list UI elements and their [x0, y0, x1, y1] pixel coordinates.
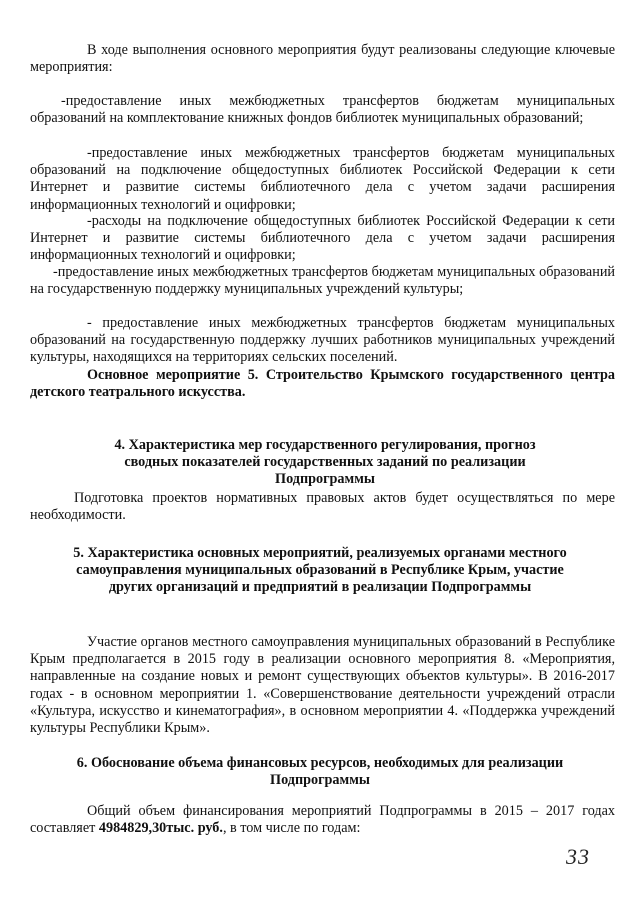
section-6-text-before: Общий объем финансирования мероприятий Подпрограммы в 2015 – 2017 годах составляет	[30, 803, 615, 837]
list-item: - предоставление иных межбюджетных трансфертов бюджетам муниципальных образований на государственную поддержку лучших работников муниципальных учреждений культуры, находящихся на территориях сельских поселений.	[30, 315, 615, 366]
section-5-heading: 5. Характеристика основных мероприятий, реализуемых органами местного самоуправления муниципальных образований в Республике Крым, участие других организаций и предприятий в реализации Подпрограммы	[73, 545, 567, 596]
section-6-text-after: , в том числе по годам:	[222, 820, 361, 837]
list-item: -расходы на подключение общедоступных библиотек Российской Федерации к сети Интернет и развитие системы библиотечного дела с учетом задачи расширения информационных технологий и оцифровки;	[30, 213, 615, 264]
section-6-heading: 6. Обоснование объема финансовых ресурсов, необходимых для реализации Подпрограммы	[76, 755, 564, 789]
section-4-heading: 4. Характеристика мер государственного регулирования, прогноз сводных показателей государственных заданий по реализации Подпрограммы	[114, 437, 536, 488]
list-item: -предоставление иных межбюджетных трансфертов бюджетам муниципальных образований на государственную поддержку муниципальных учреждений культуры;	[30, 264, 615, 298]
section-4-text: Подготовка проектов нормативных правовых актов будет осуществляться по мере необходимости.	[30, 490, 615, 524]
section-6-text	[30, 803, 615, 837]
section-5-text: Участие органов местного самоуправления муниципальных образований в Республике Крым предполагается в 2015 году в реализации основного мероприятия 8. «Мероприятия, направленные на создание новых и ремонт существующих объектов культуры». В 2016-2017 годах - в основном мероприятии 1. «Совершенствование деятельности учреждений отрасли «Культура, искусство и кинематография», в основном мероприятии 4. «Поддержка учреждений культуры Республики Крым».	[30, 634, 615, 737]
total-amount: 4984829,30тыс. руб.	[98, 820, 223, 837]
list-item: -предоставление иных межбюджетных трансфертов бюджетам муниципальных образований на подключение общедоступных библиотек Российской Федерации к сети Интернет и развитие системы библиотечного дела с учетом задачи расширения информационных технологий и оцифровки;	[30, 145, 615, 213]
intro-paragraph: В ходе выполнения основного мероприятия будут реализованы следующие ключевые мероприятия:	[30, 42, 615, 76]
page-number: 33	[566, 844, 590, 869]
list-item: -предоставление иных межбюджетных трансфертов бюджетам муниципальных образований на комплектование книжных фондов библиотек муниципальных образований;	[30, 93, 615, 127]
main-event-paragraph: Основное мероприятие 5. Строительство Крымского государственного центра детского театрального искусства.	[30, 367, 615, 401]
